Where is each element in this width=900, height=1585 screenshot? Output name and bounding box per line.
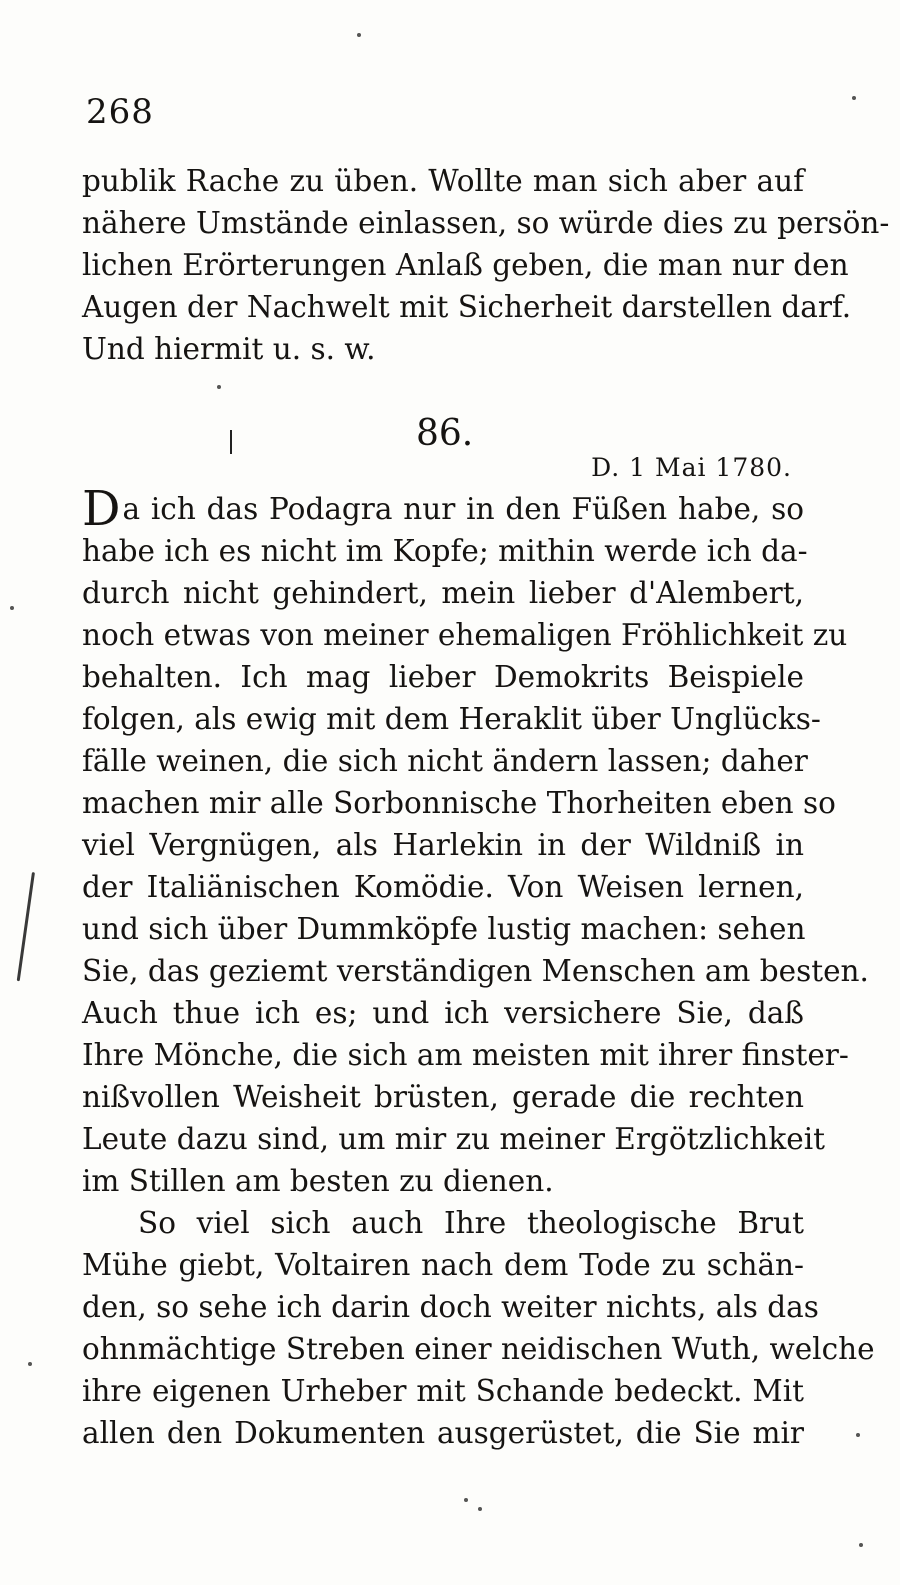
text-line: viel Vergnügen, als Harlekin in der Wildniß in	[82, 828, 804, 862]
paper-speck	[10, 606, 14, 610]
paper-speck	[464, 1498, 468, 1502]
text-line: der Italiänischen Komödie. Von Weisen lernen,	[82, 870, 804, 904]
letter-body	[82, 481, 875, 1454]
text-line: Und hiermit u. s. w.	[82, 332, 376, 366]
paper-speck	[859, 1543, 863, 1547]
paper-speck	[28, 1362, 32, 1366]
text-line: durch nicht gehindert, mein lieber d'Alembert,	[82, 576, 804, 610]
text-line: machen mir alle Sorbonnische Thorheiten eben so	[82, 786, 836, 820]
letter-date: D. 1 Mai 1780.	[591, 453, 792, 482]
text-line: Auch thue ich es; und ich versichere Sie, daß	[82, 996, 804, 1030]
paper-speck	[217, 385, 221, 389]
first-line-text: a ich das Podagra nur in den Füßen habe, so	[122, 492, 804, 526]
text-line: im Stillen am besten zu dienen.	[82, 1164, 554, 1198]
text-line: habe ich es nicht im Kopfe; mithin werde ich da-	[82, 534, 808, 568]
text-line: den, so sehe ich darin doch weiter nichts, als das	[82, 1290, 819, 1324]
text-line: noch etwas von meiner ehemaligen Fröhlichkeit zu	[82, 618, 848, 652]
text-line: Sie, das geziemt verständigen Menschen am besten.	[82, 954, 869, 988]
text-line: lichen Erörterungen Anlaß geben, die man nur den	[82, 248, 849, 282]
text-line: publik Rache zu üben. Wollte man sich aber auf	[82, 164, 804, 198]
text-line	[82, 481, 804, 537]
text-line: behalten. Ich mag lieber Demokrits Beispiele	[82, 660, 804, 694]
text-line: nähere Umstände einlassen, so würde dies zu persön-	[82, 206, 890, 240]
text-line: Leute dazu sind, um mir zu meiner Ergötzlichkeit	[82, 1122, 825, 1156]
page-number: 268	[86, 92, 154, 132]
margin-mark	[230, 430, 232, 454]
text-line: ihre eigenen Urheber mit Schande bedeckt. Mit	[82, 1374, 804, 1408]
text-line: fälle weinen, die sich nicht ändern lassen; daher	[82, 744, 808, 778]
text-line: ohnmächtige Streben einer neidischen Wuth, welche	[82, 1332, 875, 1366]
text-line: So viel sich auch Ihre theologische Brut	[138, 1206, 804, 1240]
paper-speck	[357, 33, 361, 37]
text-line: allen den Dokumenten ausgerüstet, die Sie mir	[82, 1416, 804, 1450]
text-line: Augen der Nachwelt mit Sicherheit darstellen darf.	[82, 290, 852, 324]
dropcap: D	[82, 481, 121, 537]
text-line: Ihre Mönche, die sich am meisten mit ihrer finster-	[82, 1038, 849, 1072]
margin-pencil-line	[17, 872, 35, 981]
letter-number: 86.	[416, 413, 474, 454]
continued-text-block	[82, 160, 890, 370]
paper-speck	[856, 1433, 860, 1437]
text-line: und sich über Dummköpfe lustig machen: sehen	[82, 912, 806, 946]
paper-speck	[478, 1507, 482, 1511]
text-line: nißvollen Weisheit brüsten, gerade die rechten	[82, 1080, 804, 1114]
paper-speck	[852, 96, 856, 100]
text-line: folgen, als ewig mit dem Heraklit über Unglücks-	[82, 702, 821, 736]
text-line: Mühe giebt, Voltairen nach dem Tode zu schän-	[82, 1248, 804, 1282]
